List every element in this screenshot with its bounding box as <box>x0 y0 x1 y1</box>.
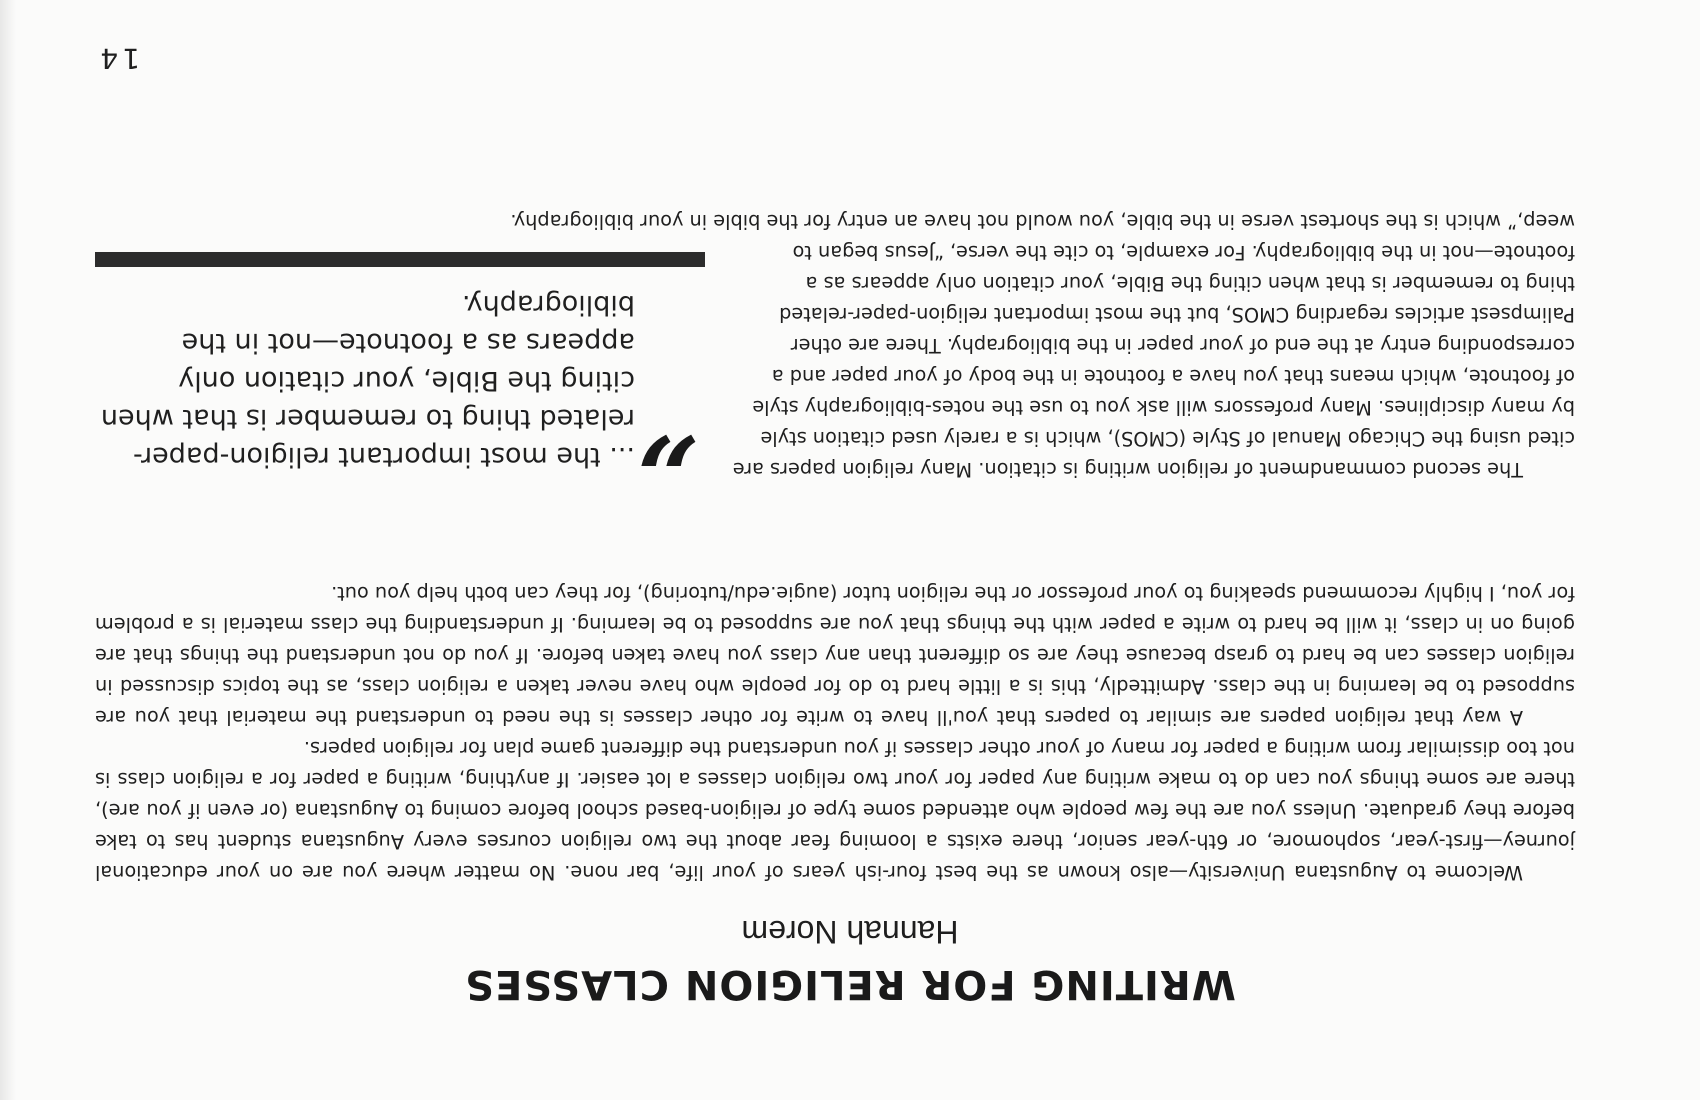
article-title: WRITING FOR RELIGION CLASSES <box>464 961 1236 1007</box>
body-paragraph-1: Welcome to Augustana University—also known as the best four-ish years of your life, bar none. No matter where you are on your educational journey—first-year, sophomore, or 6th-year senior, there exists a looming fear about the two religion courses every Augustana student has to take before they graduate. Unless you are the few people who attended some type of religion-based school before coming to Augustana (or even if you are), there are some things you can do to make writing any paper for your two religion classes a lot easier. If anything, writing a paper for a religion class is not too dissimilar from writing a paper for many of your other classes if you understand the different game plan for religion papers. <box>95 737 1575 884</box>
article-body-intro <box>95 578 1575 888</box>
body-paragraph-3: The second commandment of religion writing is citation. Many religion papers are cited using the Chicago Manual of Style (CMOS), which is a rarely used citation style by many disciplines. Many professors will ask you to use the notes-bibliography style of footnote, which means that you have a footnote in the body of your paper and a corresponding entry at the end of your paper in the bibliography. There are other Palimpsest articles regarding CMOS, but the most important religion-paper-related thing to remember is that when citing the Bible, your citation only appears as a footnote—not in the bibliography. For example, to cite the verse, “Jesus began to weep,” which is the shortest verse in the bible, you would not have an entry for the bible in your bibliography. <box>510 210 1575 481</box>
article-body-citation <box>95 206 1575 489</box>
quote-mark-icon: ” <box>635 360 699 489</box>
author-byline: Hannah Norem <box>741 914 959 950</box>
pull-quote-text: ... the most important religion-paper-related thing to remember is that when citing the Bible, your citation only appears as a footnote—not in the bibliography. <box>100 289 635 472</box>
body-paragraph-2: A way that religion papers are similar to papers that you'll have to write for other classes is the need to understand the material that you are supposed to be learning in the class. Admittedly, this is a little hard to do for people who have never taken a religion class, as the topics discussed in religion classes can be hard to grasp because they are so different than any class you have taken before. If you do not understand the things that are going on in class, it will be hard to write a paper with the things that you are supposed to be learning. If understanding the class material is a problem for you, I highly recommend speaking to your professor or the religion tutor (augie.edu/tutoring), for they can both help you out. <box>95 582 1575 729</box>
pull-quote-rule <box>95 252 705 267</box>
page-number: 14 <box>96 42 140 75</box>
pull-quote <box>95 252 705 489</box>
